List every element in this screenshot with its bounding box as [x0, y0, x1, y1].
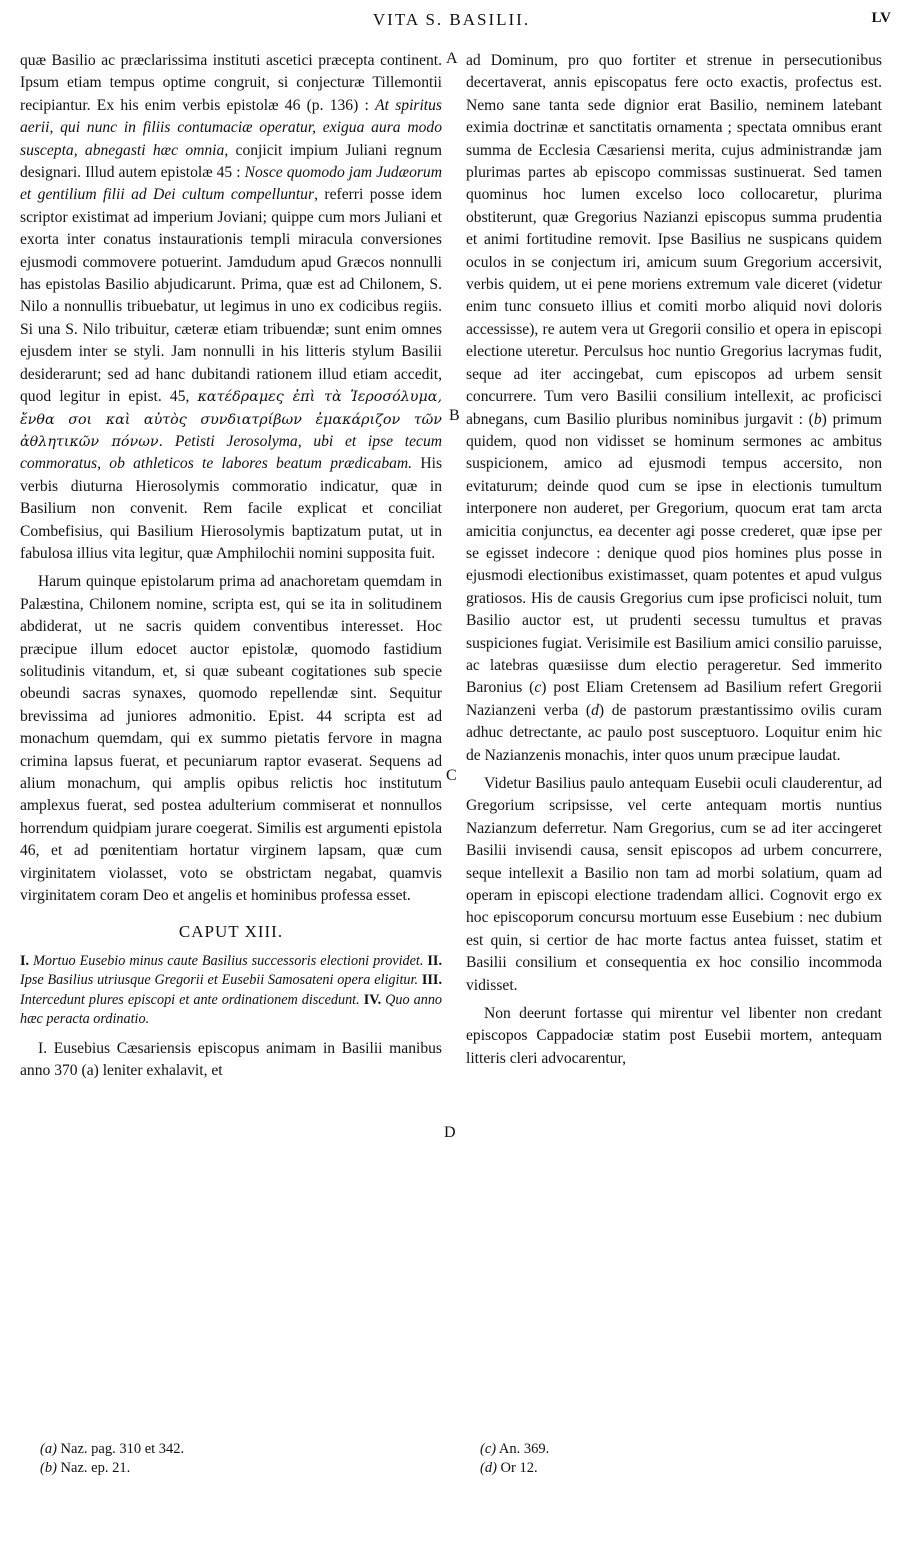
text-run: At spiritus aerii, qui nunc in filiis contumaciæ operatur, exigua aura modo suscepta, abnegasti hæc omnia: [20, 96, 442, 159]
text-run: c: [534, 679, 542, 697]
text-run: Petisti Jerosolyma, ubi et ipse tecum commoratus, ob athleticos te labores beatum prædicabam.: [20, 432, 443, 473]
right-column: [466, 50, 882, 1070]
text-run: b: [813, 410, 822, 428]
text-run: quæ Basilio ac præclarissima instituti ascetici præcepta continent. Ipsum etiam tempus optime congruit, si conjecturæ Tillemontii recipiantur. Ex his enim verbis epistolæ 46 (p. 136) :: [20, 52, 442, 114]
text-run: Mortuo Eusebio minus caute Basilius successoris electioni providet.: [29, 952, 428, 969]
footnote-c: [480, 1440, 860, 1459]
text-run: , referri posse idem scriptor existimat ad imperium Joviani; quippe cum mors Juliani et exorta inter conatus instaurationis templi miracula conversiones ejusmodi commovere potuerint. Jamdudum apud Græcos nonnulli has epistolas Basilio abjudicarunt. Prima, quæ est ad Chilonem, S. Nilo a nonnullis tribuebatur, ut legimus in uno ex codicibus regiis. Si una S. Nilo tribuitur, cæteræ etiam tribuendæ; sunt enim omnes ejusdem inter se styli. Jam nonnulli in his litteris stylum Basilii desiderarunt; sed ad hanc dubitandi rationem illud etiam accedit, quod legitur in epist. 45,: [20, 186, 443, 406]
footnote-text: Naz. ep. 21.: [56, 1460, 131, 1476]
footnote-text: An. 369.: [496, 1441, 550, 1457]
text-run: ) de pastorum præstantissimo ovilis curam adhuc detrectante, ac paulo post susceptuoro. Loquitur enim hic de Nazianzenis monachis, inter quos unum præcipue laudat.: [466, 701, 882, 764]
footnote-text: Or 12.: [496, 1460, 538, 1476]
left-paragraph-3: I. Eusebius Cæsariensis episcopus animam in Basilii manibus anno 370 (a) leniter exhalavit, et: [20, 1039, 442, 1080]
chapter-title: CAPUT XIII.: [178, 922, 284, 942]
text-run: ) primum quidem, quod non vidisset se hominum sermones ac ambitus suspicionem, amico ad ejusmodi tempus accersito, non evitaturum; deinde quod cum se ipse in electionis tumultum interponere non auderet, per Gregorium, quocum erat tam arcta amicitia conjunctus, ea decenter agi posse crederet, quæ ipse per se egisset indecore : denique quod pios homines plus posse in ejusmodi electionibus existimasset, quam potentes et apud vulgus gratiosos. His de causis Gregorius cum ipse proficisci noluit, tum Basilio auctor est, ut prudenti secessu tumultus et pravas suspiciones fugiat. Verisimile est Basilium amici consilio paruisse, ac latebras quæsiisse dum electio perageretur. Sed immerito Baronius (: [466, 410, 882, 697]
footnotes-left: [40, 1440, 420, 1478]
margin-letter-b: B: [449, 407, 460, 424]
footnote-b: [40, 1459, 420, 1478]
text-run: d: [591, 701, 599, 719]
text-run: I.: [20, 952, 30, 969]
footnote-text: Naz. pag. 310 et 342.: [56, 1441, 185, 1457]
footnote-mark: (d): [480, 1460, 497, 1476]
running-header: [0, 6, 903, 36]
page-number: LV: [871, 10, 891, 26]
margin-letter-d: D: [444, 1124, 456, 1141]
left-paragraph-2: Harum quinque epistolarum prima ad anachoretam quemdam in Palæstina, Chilonem nomine, scripta est, qui se ita in solitudinem abdiderat, ut ne sacris quidem conventibus interesset. Hoc præcipue illum edocet auctor epistolæ, quomodo fastidium solitudinis vitandum, et, si quæ subeant cogitationes sub specie obeundi sacras synaxes, quomodo repellendæ sint. Sequitur brevissima ad juniores admonitio. Epist. 44 scripta est ad monachum quemdam, qui ex summo pietatis fervore in magna crimina lapsus fuerat, et pecuniarum raptor evaserat. Sequens ad alium monachum, qui amplis opibus relictis hoc institutum amplexus fuerat, sed postea adulterium commiserat et nonnullos horrendum quidpiam jurare coegerat. Similis est argumenti epistola 46, et ad pœnitentiam hortatur virginem lapsam, quæ cum virginitatem violasset, voto se obstrictam negabat, quamvis virginitatem coram Deo et angelis et hominibus professa esset.: [20, 573, 442, 905]
text-run: Intercedunt plures episcopi et ante ordinationem discedunt.: [20, 991, 364, 1008]
text-run: Ipse Basilius utriusque Gregorii et Eusebii Samosateni opera eligitur.: [20, 972, 422, 989]
text-run: [163, 433, 175, 450]
chapter-summary: [20, 952, 442, 1030]
footnote-d: [480, 1459, 860, 1478]
text-run: , conjicit impium Juliani regnum designari. Illud autem epistolæ 45 :: [20, 141, 442, 182]
text-run: IV.: [363, 991, 382, 1008]
text-run: ) post Eliam Cretensem ad Basilium refert Gregorii Nazianzeni verba (: [466, 679, 882, 719]
footnote-mark: (c): [480, 1441, 497, 1457]
right-paragraph-2: Videtur Basilius paulo antequam Eusebii oculi clauderentur, ad Gregorium scripsisse, vel certe antequam mortis nuntius Nazianzum deferretur. Nam Gregorius, cum se ad iter accingeret Basilii invisendi causa, sensit episcopos ad urbem concurrere, seque intellexit a Basilio non tam ad morbi solatium, quam ad operam in episcopi electione tradendam allici. Cognovit ergo ex hoc episcoporum concursu mortuum esse Eusebium : nec dubium est quin, si certior de hac morte factus antea fuisset, statim et Basilii consilium et consequentia ex hoc consilio incommoda vidisset.: [466, 775, 882, 994]
text-run: ad Dominum, pro quo fortiter et strenue in persecutionibus decertaverat, annis episcopatus fere octo exactis, profectus est. Nemo sane tanta sede dignior erat Basilio, neminem latebant eximia doctrinæ et sanctitatis ornamenta ; spectata omnibus erant summa de Ecclesia Cæsariensi merita, cujus administrandæ jam plurimas partes ab episcopo commissas sustinuerat. Sed tamen quominus hoc lumen excelso loco collocaretur, plurima obstiterunt, quæ Gregorius Nazianzi episcopus summa prudentia et animi fortitudine removit. Ipse Basilius ne suspicans quidem oculos in se conjectum iri, amicum suum Gregorium accersivit, verbis quidem, ut ei pene moriens extremum vale diceret (videtur enim tunc consueto illius et comiti morbo aliquid novi doloris accessisse), re autem vera ut Gregorii consilio et opera in episcopi electione uteretur. Perculsus hoc nuntio Gregorius lacrymas fudit, seque ad iter accingebat, cum episcopos ad urbem sensit concurrere. Tum vero Basilii consilium intellexit, ac proficisci abnegans, cum Basilio pluribus nominibus jurgavit : (: [466, 52, 882, 428]
text-run: III.: [421, 972, 442, 989]
text-run: κατέδραμες ἐπὶ τὰ Ἱεροσόλυμα, ἔνθα σοι καὶ αὐτὸς συνδιατρίβων ἐμακάριζον τῶν ἀθλητικῶν πόνων.: [20, 389, 442, 450]
right-paragraph-1: [466, 50, 882, 767]
margin-letter-a: A: [446, 50, 458, 67]
footnotes-right: [480, 1440, 860, 1478]
left-paragraph-1: [20, 50, 442, 565]
left-column: [20, 50, 442, 1083]
text-run: Quo anno hæc peracta ordinatio.: [20, 991, 443, 1028]
text-run: Nosce quomodo jam Judæorum et gentilium filii ad Dei cultum compelluntur: [20, 164, 442, 204]
running-title: VITA S. BASILII.: [372, 10, 531, 29]
margin-letter-c: C: [446, 767, 457, 784]
footnote-a: [40, 1440, 420, 1459]
text-run: II.: [427, 952, 442, 969]
footnote-mark: (b): [40, 1460, 57, 1476]
text-run: His verbis diuturna Hierosolymis commoratio indicatur, quæ in Basilium non convenit. Rem facile explicat et conciliat Combefisius, qui Basilium Hierosolymis baptizatum putat, ut in fabulosa illius vita legitur, quæ Amphilochii nomini supposita fuit.: [20, 455, 443, 562]
footnote-mark: (a): [40, 1441, 57, 1457]
right-paragraph-3: Non deerunt fortasse qui mirentur vel libenter non credant episcopos Cappadociæ statim post Eusebii mortem, antequam litteris cleri advocarentur,: [466, 1005, 882, 1067]
